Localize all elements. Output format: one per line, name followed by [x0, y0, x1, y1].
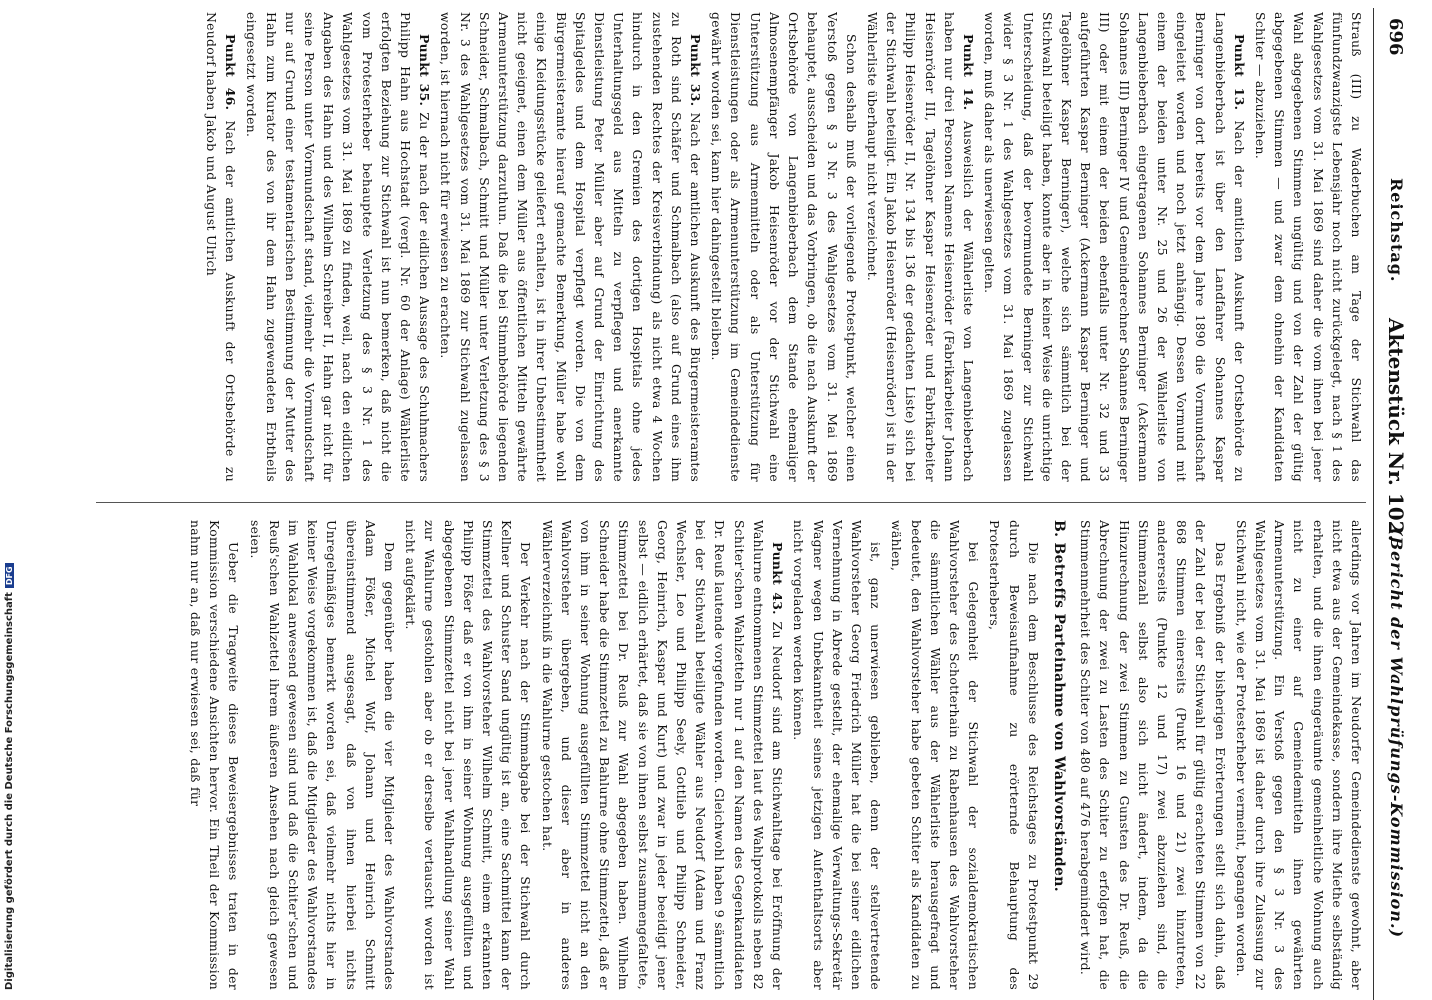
paragraph [245, 520, 399, 990]
paragraph-text: Schon deshalb muß der vorliegende Protestpunkt, welcher einen Verstoß gegen § 3 Nr. 3 des Wahlgesetzes vom 31. Mai 1869 behauptet, ausscheiden und das Vorbringen, ob die nach Auskunft der Ortsbehörde von Langenbieberbach dem Stande ehemaliger Almosenempfänger Jakob Heisenröder vor der Stichwahl eine Unterstützung aus Armenmitteln oder als Unterstützung für Dienstleistungen oder als Armenunterstützung im Gemeindedienste gewährt worden sei, kann hier dahingestellt bleiben. [709, 12, 859, 482]
paragraph-lead: Punkt 43. [770, 542, 786, 615]
column-divider [96, 502, 1366, 503]
right-text-column [96, 520, 1366, 990]
paragraph-text: Dem gegenüber haben die vier Mitglieder des Wahlvorstandes Adam Fößer, Michel Wolf, Johann und Heinrich Schmitt übereinstimmend ausgesagt, daß von ihnen hierbei nichts Unregelmäßiges bemerkt worden sei, daß vielmehr nichts hier in keiner Weise vorgekommen ist, daß die Mitglieder des Wahlvorstandes im Wahllokal anwesend gewesen sind und daß die Schiter'schen und Reuß'schen Wahlzettel ihrem äußeren Ansehen nach gleich gewesen seien. [247, 520, 398, 990]
header-subtitle: (Bericht der Wahlprüfungs-Kommission.) [1387, 528, 1406, 939]
credit-text: Digitalisierung gefördert durch die Deutsche Forschungsgemeinschaft [4, 592, 15, 990]
paragraph [537, 520, 787, 990]
paragraph-lead: Punkt 33. [688, 34, 704, 107]
paragraph-text: bei Gelegenheit der Stichwahl der sozialdemokratischen Wahlvorsteher des Schotterhain zu Rabenhausen des Wahlvorsteher die sämmtlichen Wähler aus der Wählerliste herausgefragt und bedeutet, den Wahlvorsteher habe gebeten Schiter als Kandidaten zu wählen, [889, 520, 982, 990]
paragraph [242, 12, 434, 482]
paragraph-lead: Punkt 13. [1231, 34, 1247, 111]
page-header [1376, 8, 1416, 1000]
paragraph-text: Nach der amtlichen Auskunft der Ortsbehörde zu Langenbieberbach ist über den Landfahrer Sohannes Kaspar Berninger von dort bereits vor dem Jahre 1890 die Vormundschaft eingeleitet worden und noch jetzt anhängig. Dessen Vormund mit einem der beiden unter Nr. 25 und 26 der Wählerliste von Langenbieberbach eingetragenen Sohannes Berninger (Ackermann Sohannes III) Berninger IV und Gemeinderechner Sohannes Berninger III) oder mit einem der beiden ebenfalls unter Nr. 32 und 33 aufgeführten Kaspar Berninger (Ackermann Kaspar Berninger und Tagelöhner Kaspar Berninger), welche sich sämmtlich bei der Stichwahl beteiligt haben, konnte aber in keiner Weise die unrichtige Unterscheidung, daß der bevormundete Berninger zur Stichwahl wider § 3 Nr. 1 des Wahlgesetzes vom 31. Mai 1869 zugelassen worden, muß daher als unerwiesen gelten. [982, 12, 1247, 482]
section-heading: B. Betreffs Parteinahme von Wahlvorständen. [1050, 520, 1067, 892]
paragraph [1232, 520, 1366, 990]
left-text-column [96, 12, 1366, 482]
paragraph [186, 520, 244, 990]
paragraph-text: Strauß (III) zu Waderbuchen am Tage der Stichwahl das fünfundzwanzigste Lebensjahr noch nicht zurückgelegt, nach § 1 des Wahlgesetzes vom 31. Mai 1869 sind daher die vom ihnen bei jener Wahl abgegebenen Stimmen ungültig und von der Zahl der gültig abgegebenen Stimmen — und zwar dem ohnehin der Kandidaten Schiter — abzuziehen. [1252, 12, 1364, 482]
paragraph [401, 520, 535, 990]
paragraph-text: ist, ganz unerwiesen geblieben, denn der stellvertretende Wahlvorsteher Georg Friedrich Müller hat die bei seiner eidlichen Vernehmung in Abrede gestellt, der ehemalige Verwaltungs-Sekretär Wagner wegen Unbekanntheit seines jetzigen Aufenthaltsorts aber nicht vorgeladen werden können. [791, 520, 884, 990]
paragraph [202, 12, 240, 482]
paragraph-text: Nach der amtlichen Auskunft der Ortsbehörde zu Neudorf haben Jakob und August Ulrich [204, 12, 239, 482]
paragraph-lead: Punkt 35. [417, 34, 433, 107]
paragraph [789, 520, 885, 990]
paragraph-text: Zu der nach der eidlichen Aussage des Schuhmachers Philipp Hahn aus Hochstadt (vergl. Nr. 60 der Anlage) Wählerliste erfolgten Beziehung zur Stichwahl ist nun bemerken, daß nicht die vom Protesterheber behauptete Verletzung des § 3 Nr. 1 des Wahlgesetzes vom 31. Mai 1869 zu finden, weil, nach den eidlichen Angaben des Hahn und des Wilhelm Schreiber II, Hahn gar nicht für seine Person unter Vormundschaft stand, vielmehr die Vormundschaft nur auf Grund einer testamentarischen Bestimmung der Mutter des Hahn zum Kurator des von ihr dem Hahn zugewendeten Erbtheils eingesetzt worden. [244, 12, 433, 482]
paragraph [887, 520, 983, 990]
page-number: 696 [1385, 18, 1406, 56]
paragraph-text: Der Verkehr nach der Stimmabgabe bei der Stichwahl durch Kellner und Schuster Sand ungültig ist an, eine Sachmittel kann der Stimmzettel des Wahlvorsteher Wilhelm Schmitt, einem erkannten Philipp Fößer daß er von ihm in seiner Wohnung ausgefüllten und abgegebenen Stimmzettel nicht bei jener Wahlhandlung seiner Wahl zur Wahlurne gestohlen aber ob er derselbe vertauscht worden ist nicht aufgeklärt. [403, 520, 534, 990]
paragraph [980, 12, 1249, 482]
header-title: Reichstag. [1387, 178, 1406, 283]
paragraph-text: Ueber die Tragweite dieses Beweisergebnisses traten in der Kommission verschiedene Ansichten hervor. Ein Theil der Kommission nahm nur an, daß nur erwiesen sei, daß für [188, 520, 242, 990]
paragraph [436, 12, 705, 482]
paragraph-lead: Punkt 46. [223, 34, 239, 111]
dfg-logo: DFG [5, 563, 14, 588]
paragraph-text: Das Ergebniß der bisherigen Erörterungen stellt sich dahin, daß der Zahl der bei der Stichwahl für gültig erachteten Stimmen von 22 868 Stimmen einerseits (Punkt 16 und 21) zwei hinzutreten, andererseits (Punkte 12 und 17) zwei abzuziehen sind, die Stimmenzahl selbst also sich nicht ändert, indem, da die Hinzurechnung der zwei Stimmen zu Gunsten des Dr. Reuß, die Abrechnung der zwei zu Lasten des Schiter zu erfolgen hat, die Stimmenmehrheit des Schiter von 480 auf 476 herabgemindert wird. [1078, 520, 1228, 990]
paragraph [1076, 520, 1230, 990]
digitization-credit [4, 0, 18, 990]
header-rule [1373, 8, 1374, 1000]
paragraph-text: Die nach dem Beschlusse des Reichstages zu Protestpunkt 29 durch Beweisaufnahme zu erörternde Behauptung des Protesterhebers, [987, 520, 1041, 990]
paragraph-lead: Punkt 14. [960, 34, 976, 111]
document-number: Aktenstück Nr. 102. [1384, 318, 1408, 542]
paragraph-text: Zu Neudorf sind am Stichwahltage bei Eröffnung der Wahlurne entnommenen Stimmzettel laut des Wahlprotokolls neben 82 Schiter'schen Wahlzetteln nur 1 auf den Namen des Gegenkandidaten Dr. Reuß lautende vorgefunden worden. Gleichwohl haben 9 sämmtlich bei der Stichwahl beteiligte Wähler aus Neudorf (Adam und Franz Wechsler, Leo und Philipp Seely, Gottlieb und Philipp Schneider, Georg, Heinrich, Kaspar und Kurt) und zwar in jeder beeidigt jener selbst — eidlich erhärtet, daß sie von ihnen selbst zusammengefaltete, Stimmzettel bei Dr. Reuß zur Wahl abgegeben haben. Wilhelm Schneider habe die Stimmzettel zu Bahlurne ohne Stimmzettel, daß er von ihm in seiner Wohnung ausgefüllten Stimmzettel nicht an den Wahlvorsteher übergeben, und dieser aber in anderes Wählerverzeichniß in die Wahlurne gestochen hat. [539, 520, 786, 990]
paragraph [707, 12, 861, 482]
paragraph [863, 12, 978, 482]
paragraph [985, 520, 1043, 990]
paragraph-text: allerdings vor Jahren im Neudorfer Gemeindedienste gewohnt, aber nicht etwa aus der Gemeindekasse, sondern ihre Miethe selbständig erhalten, und die ihnen eingeräumte gemeinheitliche Wohnung auch nicht zu einer auf Gemeindemitteln ihnen gewährten Armenunterstützung. Ein Verstoß gegen den § 3 Nr. 3 des Wahlgesetzes vom 31. Mai 1869 ist daher durch ihre Zulassung zur Stichwahl nicht, wie der Protesterheber vermeint, begangen worden. [1233, 520, 1364, 990]
document-page [86, 8, 1416, 1000]
paragraph [1251, 12, 1366, 482]
paragraph-text: Nach der amtlichen Auskunft des Bürgermeisteramtes zu Roth sind Schäfer und Schmalbach (also auf Grund eines ihm zustehenden Rechtes der Kreisverbindung) als nicht etwa 4 Wochen hindurch in den Gremien des dortigen Hospitals ohne jedes Unterhaltungsgeld aus Mitteln zu verpflegen und anerkannte Dienstleistung Peter Müller aber auf Grund der Einrichtung des Spitalgeldes und dem Hospital verpflegt worden. Die von dem Bürgermeisteramte hierauf gemachte Bemerkung, Müller habe wohl einige Kleidungsstücke geliefert erhalten, ist in ihrer Unbestimmtheit nicht geeignet, einen dem Müller aus öffentlichen Mitteln gewährte Armenunterstützung darzuthun. Daß die bei Stimmbehörde liegenden Schneider, Schmalbach, Schmitt und Müller unter Verletzung des § 3 Nr. 3 des Wahlgesetzes vom 31. Mai 1869 zur Stichwahl zugelassen worden, ist hiernach nicht für erwiesen zu erachten. [438, 12, 704, 482]
paragraph-text: Ausweislich der Wählerliste von Langenbieberbach haben nur drei Personen Namens Heisenröder (Fabrikarbeiter Johann Heisenröder III, Tagelöhner Kaspar Heisenröder und Fabrikarbeiter Philipp Heisenröder II, Nr. 134 bis 136 der gedachten Liste) sich bei der Stichwahl beteiligt. Ein Jakob Heisenröder (Heisenröder) ist in der Wählerliste überhaupt nicht verzeichnet. [864, 12, 976, 482]
